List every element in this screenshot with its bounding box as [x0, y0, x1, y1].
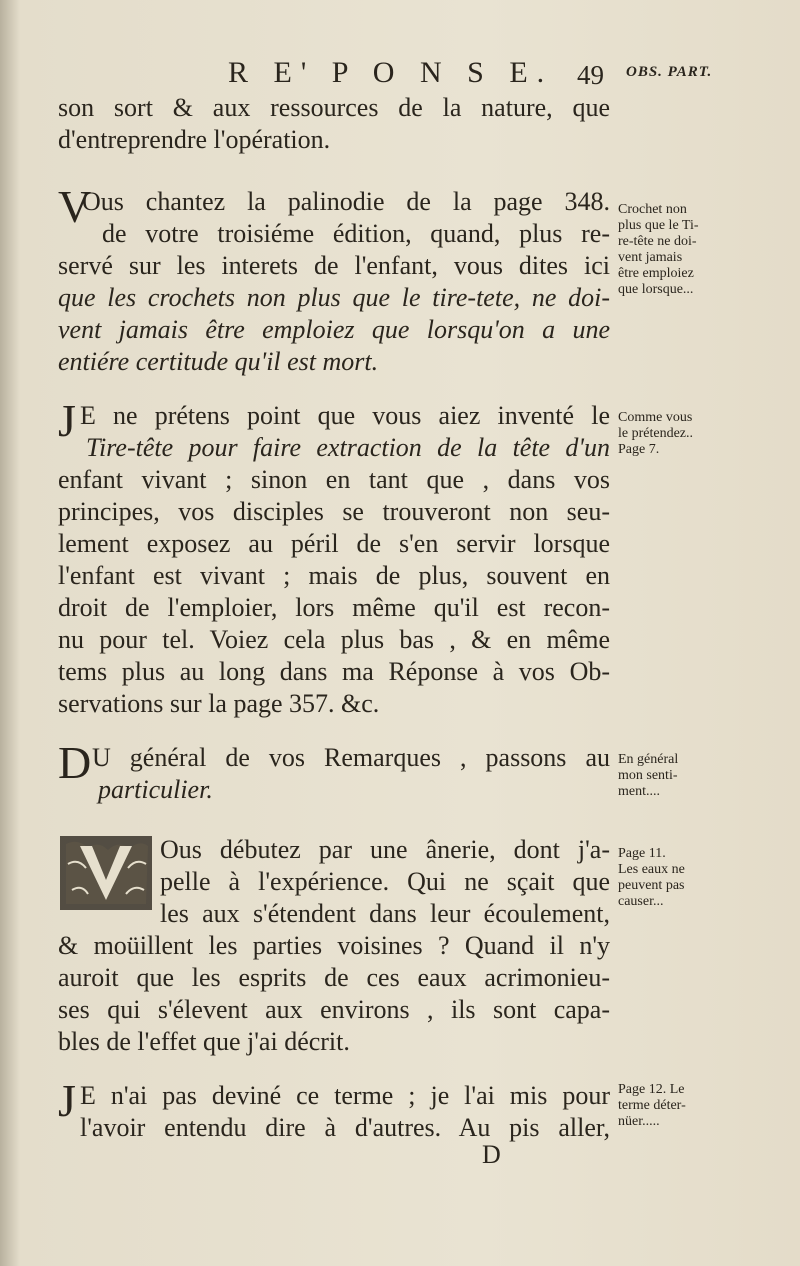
text-line: les aux s'étendent dans leur écoulement,: [160, 899, 610, 928]
margin-line: ment....: [618, 784, 660, 799]
text-line: bles de l'effet que j'ai décrit.: [58, 1027, 350, 1056]
margin-line: En général: [618, 752, 679, 767]
text-line: de votre troisiéme édition, quand, plus re-: [102, 219, 610, 248]
margin-line: vent jamais: [618, 250, 683, 265]
section-mark: OBS. PART.: [626, 64, 713, 80]
text-line: Ous débutez par une ânerie, dont j'a-: [160, 835, 610, 864]
text-line: tems plus au long dans ma Réponse à vos Ob-: [58, 657, 610, 686]
text-line: & moüillent les parties voisines ? Quand il n'y: [58, 931, 610, 960]
margin-line: Comme vous: [618, 410, 693, 425]
margin-line: être emploiez: [618, 266, 694, 281]
continuation-text: [58, 92, 610, 156]
running-title: R E' P O N S E.: [228, 56, 554, 89]
text-line: pelle à l'expérience. Qui ne sçait que: [160, 867, 610, 896]
margin-note-page-11: [618, 846, 743, 910]
margin-line: re-tête ne doi-: [618, 234, 697, 249]
drop-cap: V: [58, 181, 92, 232]
text-line: servations sur la page 357. &c.: [58, 689, 380, 718]
text-line: droit de l'emploier, lors même qu'il est recon-: [58, 593, 610, 622]
text-line: lement exposez au péril de s'en servir lorsque: [58, 529, 610, 558]
paragraph-terme: [58, 1075, 610, 1144]
text-line: auroit que les esprits de ces eaux acrimonieu-: [58, 963, 610, 992]
margin-note-en-general: [618, 752, 743, 800]
text-line: l'avoir entendu dire à d'autres. Au pis aller,: [80, 1113, 610, 1142]
paragraph-palinodie: [58, 181, 610, 378]
text-line: l'enfant est vivant ; mais de plus, souvent en: [58, 561, 610, 590]
margin-line: plus que le Ti-: [618, 218, 699, 233]
text-line: son sort & aux ressources de la nature, que: [58, 93, 610, 122]
margin-line: Page 12. Le: [618, 1082, 685, 1097]
text-line: Ous chantez la palinodie de la page 348.: [82, 187, 610, 216]
text-line: que les crochets non plus que le tire-tete, ne doi-: [58, 283, 610, 312]
margin-line: Page 11.: [618, 846, 666, 861]
margin-line: le prétendez..: [618, 426, 694, 441]
page-number: 49: [577, 60, 604, 90]
margin-line: terme déter-: [618, 1098, 686, 1113]
text-line: particulier.: [98, 775, 213, 804]
text-line: enfant vivant ; sinon en tant que , dans vos: [58, 465, 610, 494]
margin-note-crochet: [618, 202, 743, 298]
text-line: nu pour tel. Voiez cela plus bas , & en même: [58, 625, 610, 654]
text-line: E n'ai pas deviné ce terme ; je l'ai mis pour: [80, 1081, 610, 1110]
margin-line: causer...: [618, 894, 664, 909]
text-line: E ne prétens point que vous aiez inventé le: [80, 401, 610, 430]
text-line: U général de vos Remarques , passons au: [92, 743, 610, 772]
margin-note-comme-vous: [618, 410, 743, 458]
text-line: Tire-tête pour faire extraction de la tête d'un: [86, 433, 610, 462]
paragraph-general: [58, 737, 610, 806]
paragraph-anerie: [58, 834, 610, 1058]
text-line: vent jamais être emploiez que lorsqu'on a une: [58, 315, 610, 344]
drop-cap: J: [58, 1075, 76, 1126]
margin-line: mon senti-: [618, 768, 678, 783]
text-line: ses qui s'élevent aux environs , ils sont capa-: [58, 995, 610, 1024]
margin-line: Page 7.: [618, 442, 660, 457]
signature-mark: D: [482, 1140, 501, 1169]
margin-line: que lorsque...: [618, 282, 694, 297]
text-line: servé sur les interets de l'enfant, vous dites ici: [58, 251, 610, 280]
drop-cap: D: [58, 737, 92, 788]
drop-cap: J: [58, 395, 76, 446]
margin-line: Crochet non: [618, 202, 687, 217]
text-line: d'entreprendre l'opération.: [58, 125, 331, 154]
paragraph-tire-tete: [58, 395, 610, 720]
margin-line: nüer.....: [618, 1114, 660, 1129]
margin-line: peuvent pas: [618, 878, 685, 893]
margin-note-page-12: [618, 1082, 743, 1130]
text-line: principes, vos disciples se trouveront non seu-: [58, 497, 610, 526]
page-header: [0, 56, 800, 96]
text-line: entiére certitude qu'il est mort.: [58, 347, 379, 376]
margin-line: Les eaux ne: [618, 862, 685, 877]
